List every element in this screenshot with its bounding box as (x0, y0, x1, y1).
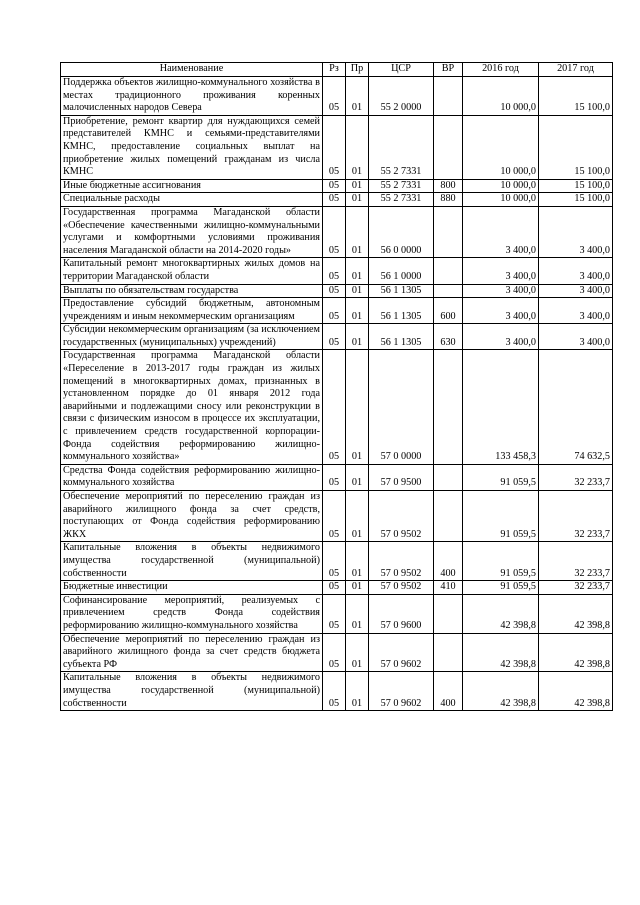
header-csr: ЦСР (369, 63, 434, 77)
table-row (61, 324, 613, 350)
row-2017-cell: 3 400,0 (539, 284, 613, 298)
table-row (61, 491, 613, 542)
row-2017-cell: 15 100,0 (539, 115, 613, 179)
row-2017-cell: 15 100,0 (539, 193, 613, 207)
row-2016-cell: 3 400,0 (463, 324, 539, 350)
row-csr-cell: 56 1 1305 (369, 298, 434, 324)
row-2016-cell: 133 458,3 (463, 350, 539, 464)
row-pr-cell: 01 (346, 284, 369, 298)
row-pr-cell: 01 (346, 206, 369, 257)
row-pr-cell: 01 (346, 594, 369, 633)
budget-table (60, 62, 613, 711)
row-vr-cell: 600 (434, 298, 463, 324)
row-name-cell: Иные бюджетные ассигнования (61, 179, 323, 193)
row-rz-cell: 05 (323, 179, 346, 193)
row-2016-cell: 42 398,8 (463, 672, 539, 711)
row-rz-cell: 05 (323, 491, 346, 542)
row-vr-cell: 800 (434, 179, 463, 193)
row-name-cell: Средства Фонда содействия реформированию жилищно-коммунального хозяйства (61, 464, 323, 490)
row-2017-cell: 15 100,0 (539, 77, 613, 116)
header-2017: 2017 год (539, 63, 613, 77)
row-pr-cell: 01 (346, 633, 369, 672)
row-pr-cell: 01 (346, 258, 369, 284)
row-rz-cell: 05 (323, 581, 346, 595)
row-2017-cell: 42 398,8 (539, 672, 613, 711)
row-2017-cell: 42 398,8 (539, 594, 613, 633)
row-csr-cell: 56 1 1305 (369, 324, 434, 350)
row-pr-cell: 01 (346, 298, 369, 324)
row-2017-cell: 32 233,7 (539, 581, 613, 595)
row-2016-cell: 3 400,0 (463, 258, 539, 284)
row-2016-cell: 10 000,0 (463, 179, 539, 193)
header-name: Наименование (61, 63, 323, 77)
row-name-cell: Капитальные вложения в объекты недвижимого имущества государственной (муниципальной) собственности (61, 542, 323, 581)
row-2016-cell: 3 400,0 (463, 206, 539, 257)
row-pr-cell: 01 (346, 542, 369, 581)
row-csr-cell: 55 2 7331 (369, 193, 434, 207)
table-row (61, 77, 613, 116)
row-csr-cell: 56 1 1305 (369, 284, 434, 298)
table-row (61, 542, 613, 581)
row-rz-cell: 05 (323, 115, 346, 179)
header-vr: ВР (434, 63, 463, 77)
row-2017-cell: 15 100,0 (539, 179, 613, 193)
row-2017-cell: 32 233,7 (539, 464, 613, 490)
row-2016-cell: 10 000,0 (463, 115, 539, 179)
row-2017-cell: 74 632,5 (539, 350, 613, 464)
row-2017-cell: 3 400,0 (539, 258, 613, 284)
row-pr-cell: 01 (346, 179, 369, 193)
row-rz-cell: 05 (323, 258, 346, 284)
row-csr-cell: 57 0 9602 (369, 672, 434, 711)
row-vr-cell (434, 350, 463, 464)
header-row (61, 63, 613, 77)
row-2016-cell: 91 059,5 (463, 581, 539, 595)
row-csr-cell: 56 0 0000 (369, 206, 434, 257)
row-vr-cell: 400 (434, 542, 463, 581)
row-2016-cell: 42 398,8 (463, 594, 539, 633)
table-row (61, 206, 613, 257)
table-row (61, 464, 613, 490)
header-pr: Пр (346, 63, 369, 77)
table-row (61, 633, 613, 672)
row-vr-cell (434, 115, 463, 179)
row-2017-cell: 3 400,0 (539, 324, 613, 350)
row-vr-cell (434, 464, 463, 490)
table-row (61, 193, 613, 207)
row-2016-cell: 10 000,0 (463, 193, 539, 207)
row-csr-cell: 57 0 9500 (369, 464, 434, 490)
row-rz-cell: 05 (323, 350, 346, 464)
row-2017-cell: 3 400,0 (539, 206, 613, 257)
table-row (61, 672, 613, 711)
row-name-cell: Государственная программа Магаданской области «Обеспечение качественными жилищно-коммунальными услугами и комфортными условиями проживания населения Магаданской области на 2014-2020 годы» (61, 206, 323, 257)
row-vr-cell: 400 (434, 672, 463, 711)
row-csr-cell: 56 1 0000 (369, 258, 434, 284)
row-2016-cell: 10 000,0 (463, 77, 539, 116)
row-rz-cell: 05 (323, 672, 346, 711)
row-csr-cell: 57 0 9502 (369, 542, 434, 581)
row-name-cell: Обеспечение мероприятий по переселению граждан из аварийного жилищного фонда за счет средств бюджета субъекта РФ (61, 633, 323, 672)
row-2017-cell: 42 398,8 (539, 633, 613, 672)
row-2016-cell: 3 400,0 (463, 284, 539, 298)
row-rz-cell: 05 (323, 298, 346, 324)
row-vr-cell (434, 258, 463, 284)
row-pr-cell: 01 (346, 581, 369, 595)
row-name-cell: Обеспечение мероприятий по переселению граждан из аварийного жилищного фонда за счет средств, поступающих от Фонда содействия реформированию ЖКХ (61, 491, 323, 542)
table-row (61, 581, 613, 595)
row-name-cell: Капитальный ремонт многоквартирных жилых домов на территории Магаданской области (61, 258, 323, 284)
row-rz-cell: 05 (323, 633, 346, 672)
row-pr-cell: 01 (346, 464, 369, 490)
row-2016-cell: 91 059,5 (463, 491, 539, 542)
row-vr-cell: 630 (434, 324, 463, 350)
row-rz-cell: 05 (323, 284, 346, 298)
row-pr-cell: 01 (346, 350, 369, 464)
row-vr-cell: 410 (434, 581, 463, 595)
row-rz-cell: 05 (323, 193, 346, 207)
row-csr-cell: 55 2 7331 (369, 179, 434, 193)
row-name-cell: Софинансирование мероприятий, реализуемых с привлечением средств Фонда содействия реформированию жилищно-коммунального хозяйства (61, 594, 323, 633)
header-rz: Рз (323, 63, 346, 77)
row-name-cell: Бюджетные инвестиции (61, 581, 323, 595)
table-row (61, 298, 613, 324)
row-2016-cell: 91 059,5 (463, 542, 539, 581)
row-vr-cell (434, 594, 463, 633)
row-pr-cell: 01 (346, 324, 369, 350)
row-csr-cell: 55 2 7331 (369, 115, 434, 179)
row-vr-cell (434, 284, 463, 298)
row-2016-cell: 3 400,0 (463, 298, 539, 324)
row-rz-cell: 05 (323, 77, 346, 116)
row-vr-cell (434, 491, 463, 542)
row-rz-cell: 05 (323, 542, 346, 581)
table-row (61, 284, 613, 298)
row-rz-cell: 05 (323, 324, 346, 350)
row-csr-cell: 57 0 9502 (369, 581, 434, 595)
row-vr-cell (434, 77, 463, 116)
row-rz-cell: 05 (323, 464, 346, 490)
row-pr-cell: 01 (346, 115, 369, 179)
row-rz-cell: 05 (323, 594, 346, 633)
row-rz-cell: 05 (323, 206, 346, 257)
table-row (61, 115, 613, 179)
row-csr-cell: 57 0 9600 (369, 594, 434, 633)
row-pr-cell: 01 (346, 193, 369, 207)
row-csr-cell: 57 0 0000 (369, 350, 434, 464)
table-row (61, 179, 613, 193)
row-2017-cell: 32 233,7 (539, 491, 613, 542)
table-body (61, 77, 613, 711)
row-name-cell: Выплаты по обязательствам государства (61, 284, 323, 298)
row-2016-cell: 42 398,8 (463, 633, 539, 672)
row-pr-cell: 01 (346, 491, 369, 542)
table-row (61, 594, 613, 633)
row-vr-cell (434, 633, 463, 672)
row-vr-cell (434, 206, 463, 257)
row-name-cell: Предоставление субсидий бюджетным, автономным учреждениям и иным некоммерческим организациям (61, 298, 323, 324)
row-csr-cell: 55 2 0000 (369, 77, 434, 116)
row-2017-cell: 3 400,0 (539, 298, 613, 324)
row-2016-cell: 91 059,5 (463, 464, 539, 490)
row-vr-cell: 880 (434, 193, 463, 207)
row-name-cell: Капитальные вложения в объекты недвижимого имущества государственной (муниципальной) собственности (61, 672, 323, 711)
row-name-cell: Государственная программа Магаданской области «Переселение в 2013-2017 годы граждан из жилых помещений в многоквартирных домах, признанных в установленном порядке до 01 января 2012 года аварийными и подлежащими сносу или реконструкции в связи с физическим износом в процессе их эксплуатации, с привлечением средств государственной корпорации-Фонда содействия реформированию жилищно-коммунального хозяйства» (61, 350, 323, 464)
table-row (61, 350, 613, 464)
row-name-cell: Поддержка объектов жилищно-коммунального хозяйства в местах традиционного проживания коренных малочисленных народов Севера (61, 77, 323, 116)
header-2016: 2016 год (463, 63, 539, 77)
row-csr-cell: 57 0 9602 (369, 633, 434, 672)
row-pr-cell: 01 (346, 672, 369, 711)
row-name-cell: Приобретение, ремонт квартир для нуждающихся семей представителей КМНС и семьями-представителями КМНС, предоставление социальных выплат на приобретение жилых помещений гражданам из числа КМНС (61, 115, 323, 179)
row-csr-cell: 57 0 9502 (369, 491, 434, 542)
table-row (61, 258, 613, 284)
row-2017-cell: 32 233,7 (539, 542, 613, 581)
row-pr-cell: 01 (346, 77, 369, 116)
row-name-cell: Субсидии некоммерческим организациям (за исключением государственных (муниципальных) учреждений) (61, 324, 323, 350)
row-name-cell: Специальные расходы (61, 193, 323, 207)
